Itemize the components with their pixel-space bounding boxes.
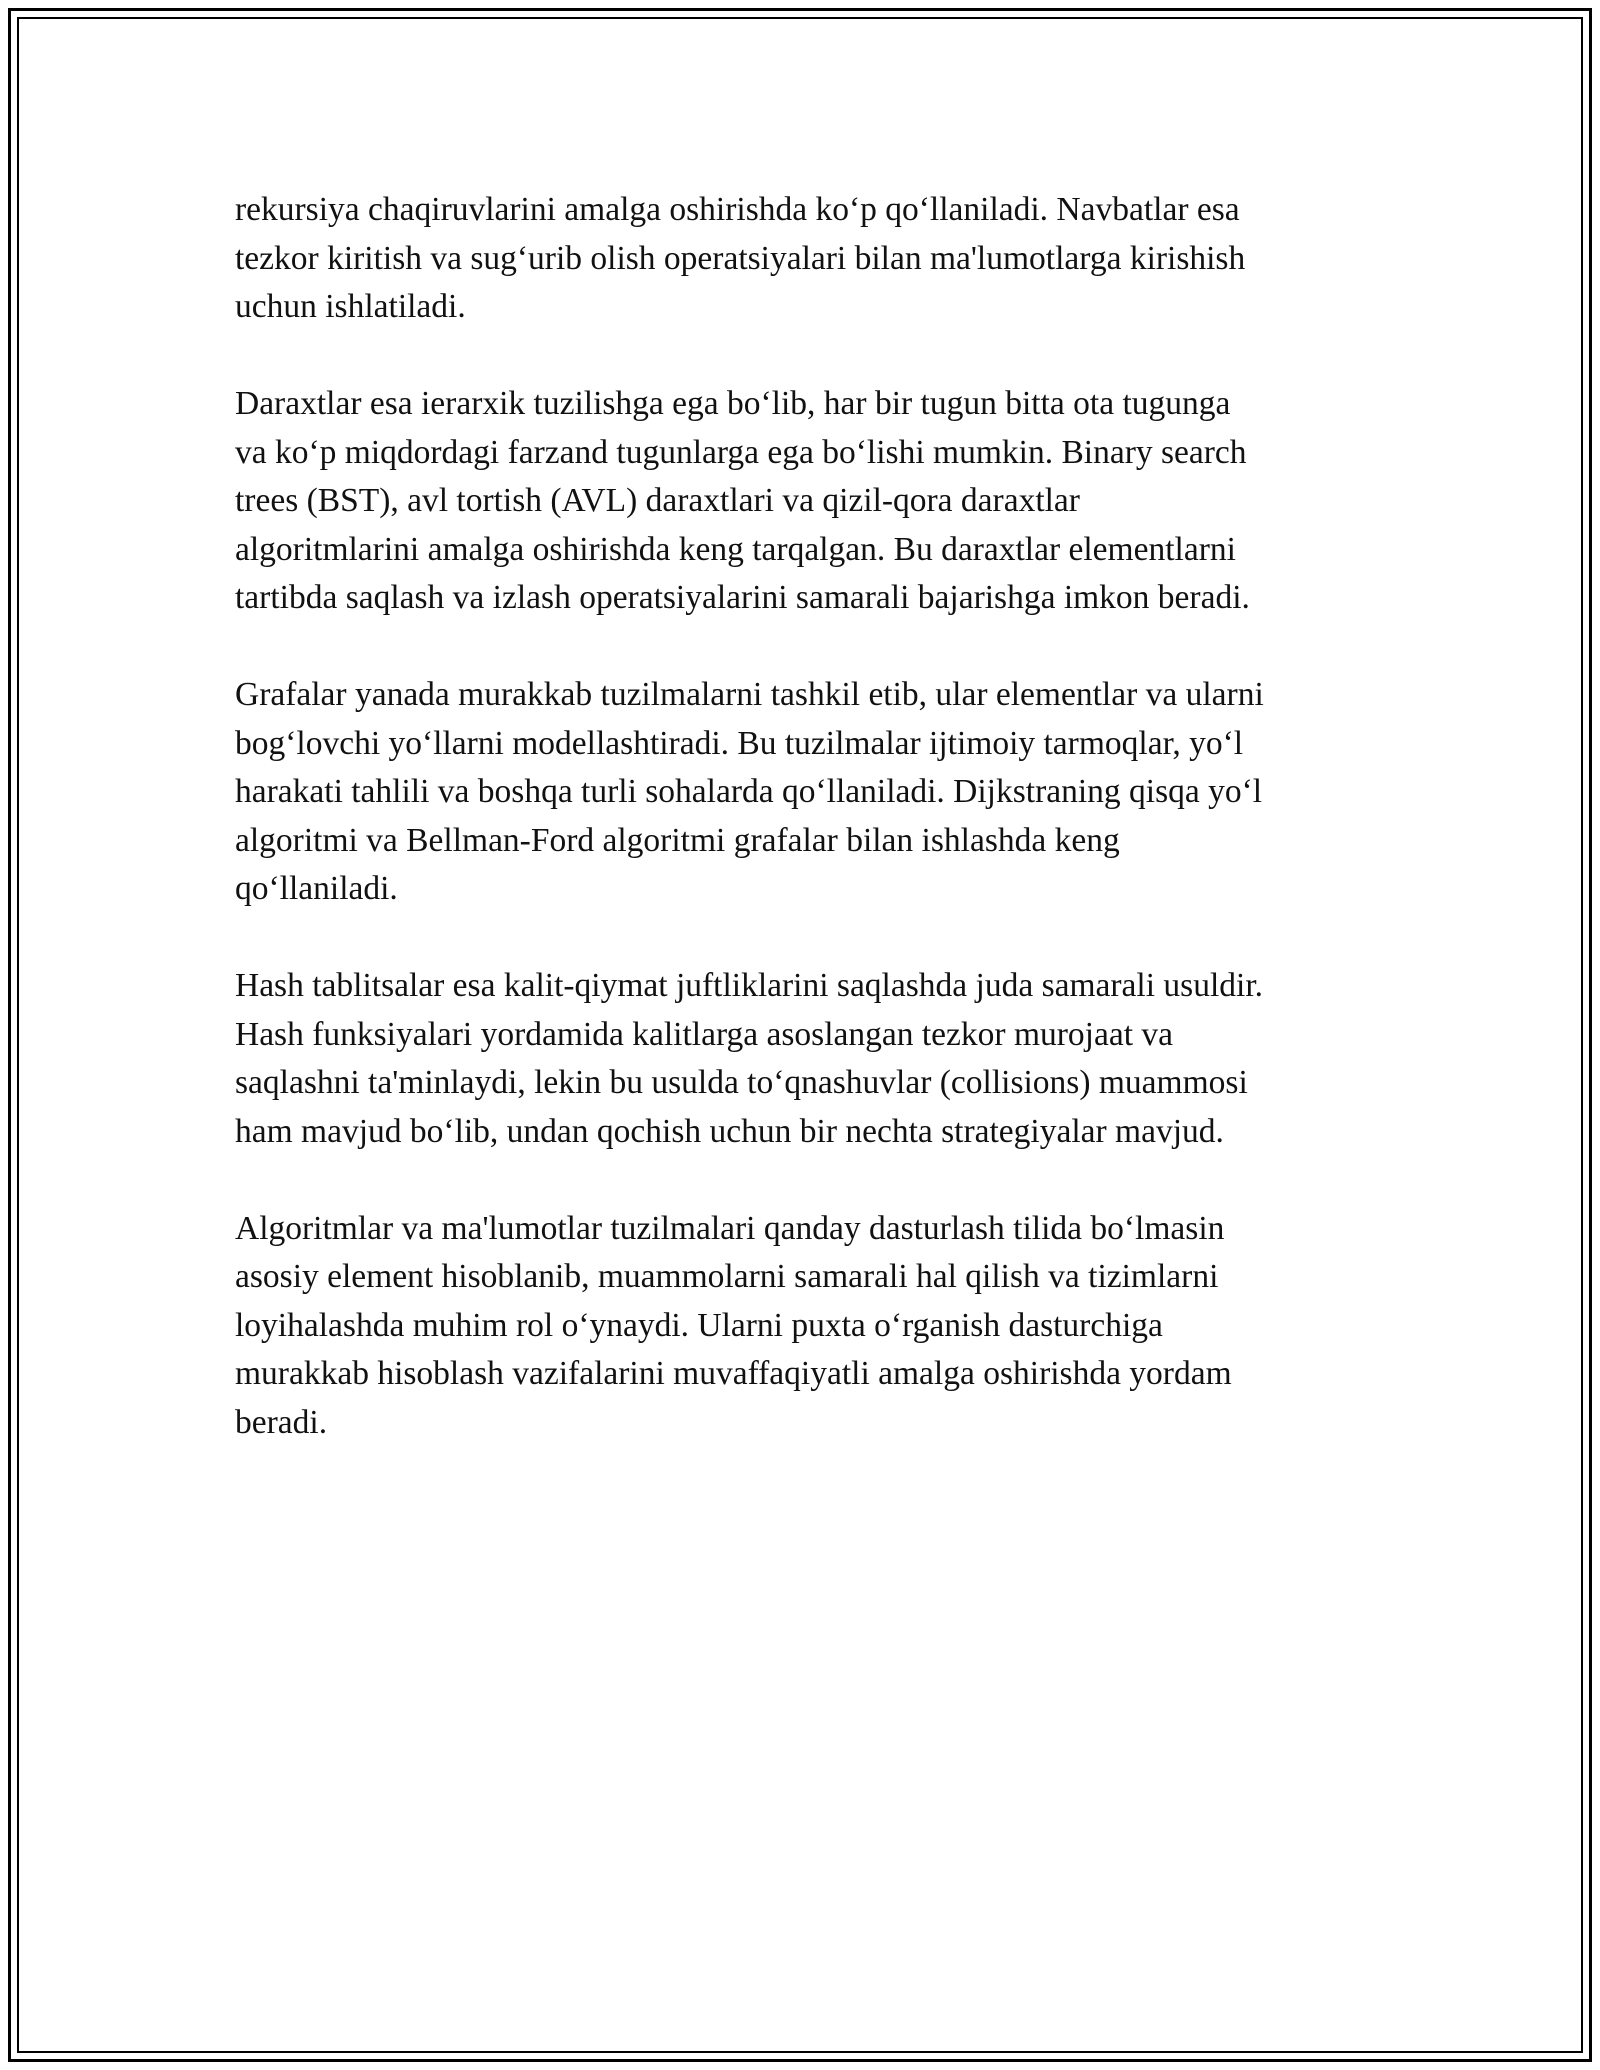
paragraph-conclusion: Algoritmlar va ma'lumotlar tuzilmalari qanday dasturlash tilida bo‘lmasin asosiy element hisoblanib, muammolarni samarali hal qilish va tizimlarni loyihalashda muhim rol o‘ynaydi. Ularni puxta o‘rganish dasturchiga murakkab hisoblash vazifalarini muvaffaqiyatli amalga oshirishda yordam beradi.: [235, 1209, 1232, 1441]
document-body: [235, 186, 1365, 1496]
paragraph-trees: Daraxtlar esa ierarxik tuzilishga ega bo‘lib, har bir tugun bitta ota tugunga va ko‘p miqdordagi farzand tugunlarga ega bo‘lishi mumkin. Binary search trees (BST), avl tortish (AVL) daraxtlari va qizil-qora daraxtlar algoritmlarini amalga oshirishda keng tarqalgan. Bu daraxtlar elementlarni tartibda saqlash va izlash operatsiyalarini samarali bajarishga imkon beradi.: [235, 385, 1250, 616]
paragraph-stacks-queues: rekursiya chaqiruvlarini amalga oshirishda ko‘p qo‘llaniladi. Navbatlar esa tezkor kiritish va sug‘urib olish operatsiyalari bilan ma'lumotlarga kirishish uchun ishlatiladi.: [235, 191, 1246, 325]
paragraph-graphs: Grafalar yanada murakkab tuzilmalarni tashkil etib, ular elementlar va ularni bog‘lovchi yo‘llarni modellashtiradi. Bu tuzilmalar ijtimoiy tarmoqlar, yo‘l harakati tahlili va boshqa turli sohalarda qo‘llaniladi. Dijkstraning qisqa yo‘l algoritmi va Bellman-Ford algoritmi grafalar bilan ishlashda keng qo‘llaniladi.: [235, 676, 1264, 907]
paragraph-hash-tables: Hash tablitsalar esa kalit-qiymat juftliklarini saqlashda juda samarali usuldir. Hash funksiyalari yordamida kalitlarga asoslangan tezkor murojaat va saqlashni ta'minlaydi, lekin bu usulda to‘qnashuvlar (collisions) muammosi ham mavjud bo‘lib, undan qochish uchun bir nechta strategiyalar mavjud.: [235, 967, 1263, 1150]
